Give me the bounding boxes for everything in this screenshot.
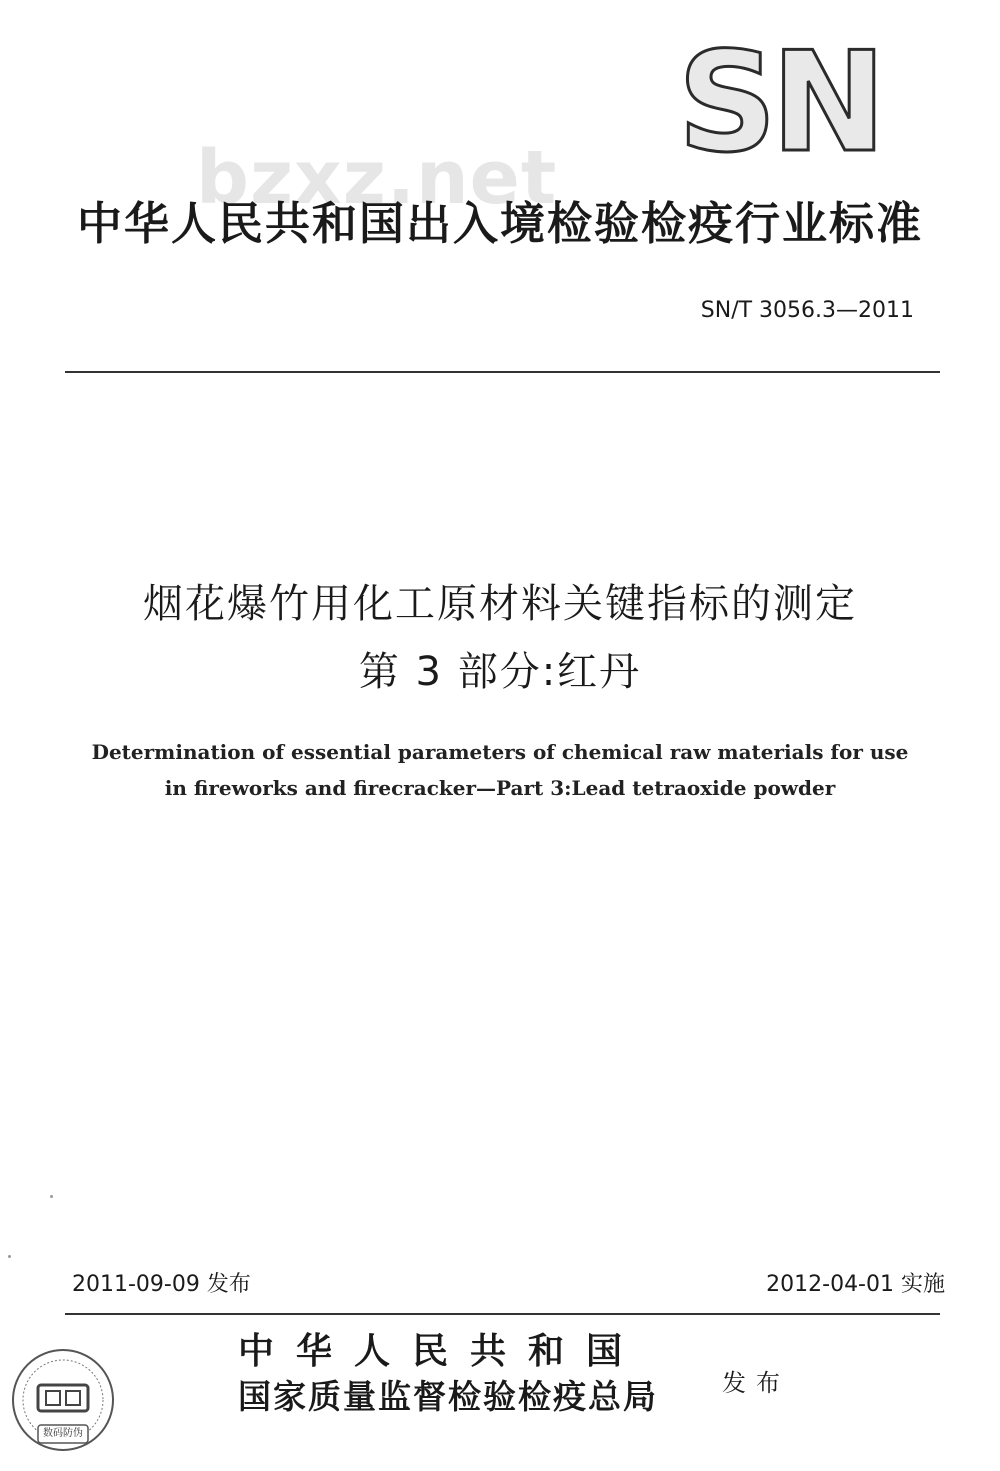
speck [8, 1255, 11, 1258]
watermark: bzxz.net [196, 135, 558, 221]
top-divider [65, 371, 940, 373]
organization-title: 中华人民共和国出入境检验检疫行业标准 [76, 197, 923, 250]
implementation-date: 2012-04-01 实施 [766, 1272, 945, 1297]
publish-label: 发布 [722, 1369, 790, 1397]
speck [50, 1195, 53, 1198]
chinese-title-line2: 第 3 部分:红丹 [358, 649, 642, 695]
chinese-title-line1: 烟花爆竹用化工原材料关键指标的测定 [143, 581, 857, 627]
english-title-line2: in fireworks and firecracker—Part 3:Lead tetraoxide powder [164, 776, 836, 800]
anti-counterfeit-seal [8, 1345, 118, 1455]
issue-date: 2011-09-09 发布 [72, 1272, 251, 1297]
issuer-line1: 中华人民共和国 [238, 1330, 645, 1372]
issuer-line2: 国家质量监督检验检疫总局 [238, 1377, 658, 1416]
seal-label: 数码防伪 [43, 1428, 83, 1439]
standard-number: SN/T 3056.3—2011 [700, 298, 914, 323]
bottom-divider [65, 1313, 940, 1315]
sn-logo: SN [677, 22, 881, 183]
english-title-line1: Determination of essential parameters of chemical raw materials for use [91, 740, 909, 764]
